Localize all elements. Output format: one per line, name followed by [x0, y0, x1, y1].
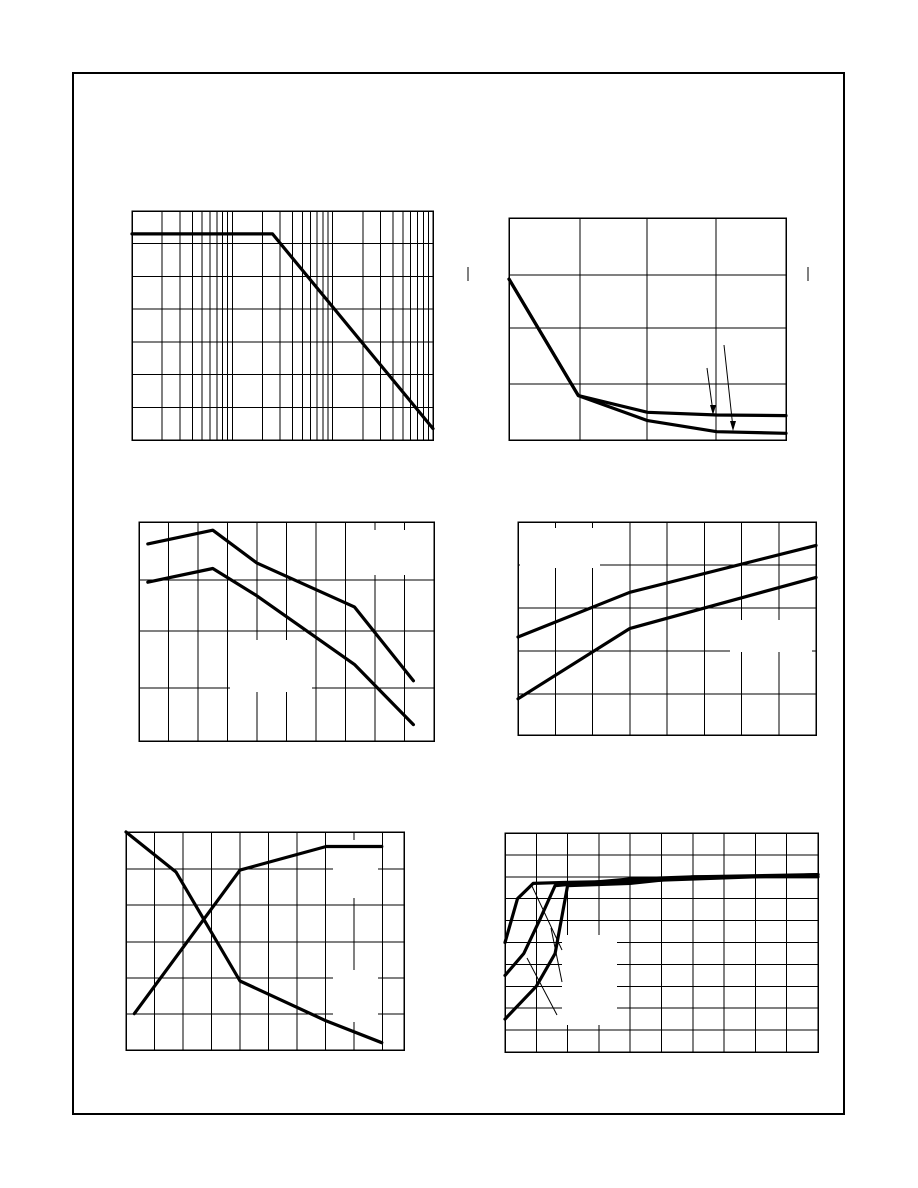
chart-6-grid [505, 833, 818, 1052]
blank-label-area [347, 530, 407, 575]
series-line-1 [132, 234, 433, 429]
chart-2 [509, 218, 786, 440]
chart-5 [126, 832, 404, 1050]
chart-4 [518, 522, 816, 735]
blank-label-area [333, 970, 378, 1022]
chart-2-grid [509, 218, 786, 440]
blank-label-area [520, 528, 600, 568]
callout-arrow [531, 884, 562, 950]
blank-label-area [230, 640, 312, 692]
chart-1 [132, 211, 433, 440]
callout-arrowhead [730, 421, 736, 431]
chart-3 [139, 522, 434, 741]
blank-label-area [562, 935, 617, 1025]
chart-6 [505, 833, 818, 1052]
blank-label-area [333, 840, 378, 898]
blank-label-area [730, 620, 812, 652]
